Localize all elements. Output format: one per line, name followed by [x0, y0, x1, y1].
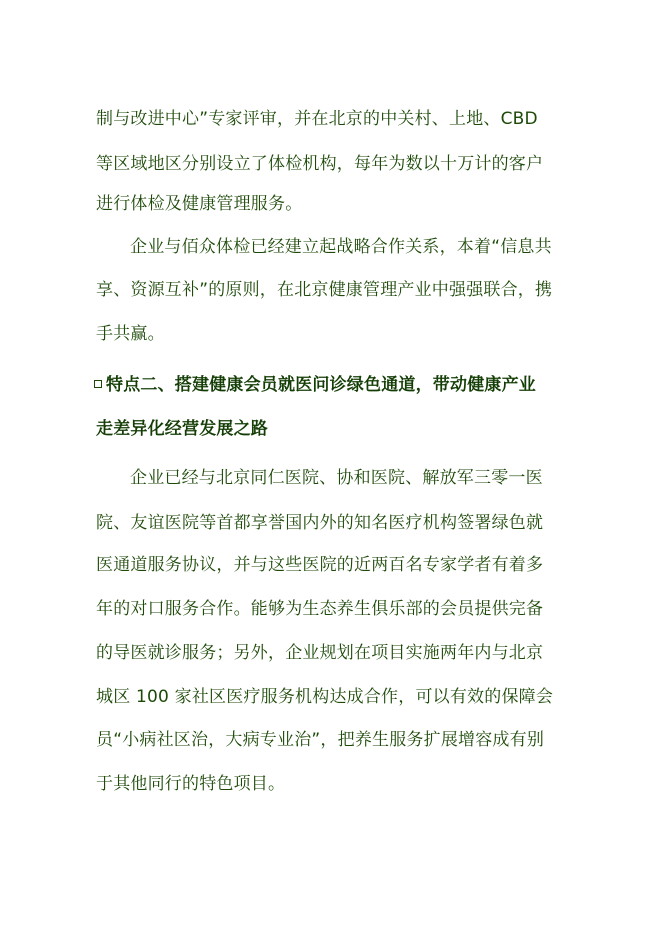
paragraph-2-line-3: 手共赢。 — [96, 324, 165, 344]
paragraph-3-line-7: 员“小病社区治，大病专业治”，把养生服务扩展增容成有别 — [96, 730, 545, 750]
paragraph-3-line-8: 于其他同行的特色项目。 — [96, 774, 286, 794]
paragraph-3-line-6: 城区 100 家社区医疗服务机构达成合作，可以有效的保障会 — [96, 687, 554, 707]
paragraph-3-line-1: 企业已经与北京同仁医院、协和医院、解放军三零一医 — [130, 468, 543, 488]
paragraph-2-line-2: 享、资源互补”的原则，在北京健康管理产业中强强联合，携 — [96, 280, 553, 300]
section-heading-line-2: 走差异化经营发展之路 — [96, 419, 268, 439]
paragraph-3-line-5: 的导医就诊服务；另外，企业规划在项目实施两年内与北京 — [96, 643, 544, 663]
checkbox-bullet-icon — [94, 380, 102, 388]
paragraph-1-line-1: 制与改进中心”专家评审，并在北京的中关村、上地、CBD — [96, 109, 538, 129]
paragraph-2-line-1: 企业与佰众体检已经建立起战略合作关系，本着“信息共 — [130, 237, 552, 257]
paragraph-3-line-3: 医通道服务协议，并与这些医院的近两百名专家学者有着多 — [96, 555, 544, 575]
paragraph-1-line-3: 进行体检及健康管理服务。 — [96, 194, 303, 214]
paragraph-3-line-4: 年的对口服务合作。能够为生态养生俱乐部的会员提供完备 — [96, 599, 544, 619]
paragraph-1-line-2: 等区域地区分别设立了体检机构，每年为数以十万计的客户 — [96, 154, 544, 174]
section-heading-line-1 — [94, 374, 536, 396]
section-heading-text: 特点二、搭建健康会员就医问诊绿色通道，带动健康产业 — [106, 375, 536, 395]
paragraph-3-line-2: 院、友谊医院等首都享誉国内外的知名医疗机构签署绿色就 — [96, 513, 544, 533]
